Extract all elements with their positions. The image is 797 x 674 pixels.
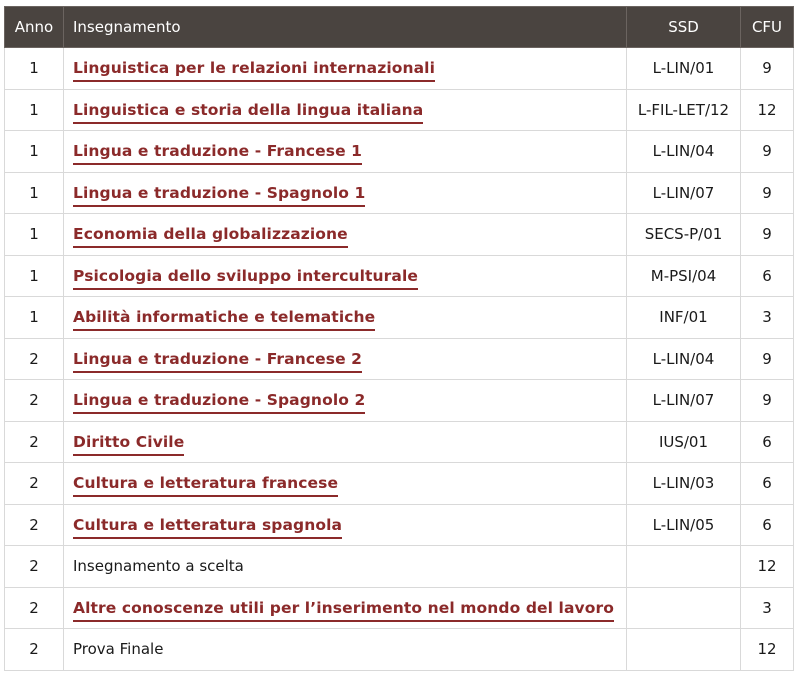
table-row <box>5 380 794 422</box>
course-name: Insegnamento a scelta <box>73 557 244 576</box>
cell-insegnamento <box>64 214 627 256</box>
cell-insegnamento <box>64 89 627 131</box>
cell-anno: 2 <box>5 546 64 588</box>
cell-ssd: L-LIN/04 <box>627 338 741 380</box>
cell-cfu: 6 <box>741 421 794 463</box>
header-row <box>5 7 794 48</box>
table-body <box>5 48 794 671</box>
cell-cfu: 3 <box>741 297 794 339</box>
cell-cfu: 6 <box>741 255 794 297</box>
table-row <box>5 546 794 588</box>
cell-ssd: L-LIN/07 <box>627 380 741 422</box>
cell-insegnamento <box>64 463 627 505</box>
cell-cfu: 3 <box>741 587 794 629</box>
cell-insegnamento <box>64 131 627 173</box>
cell-cfu: 9 <box>741 338 794 380</box>
header-cfu: CFU <box>741 7 794 48</box>
cell-insegnamento <box>64 421 627 463</box>
cell-anno: 1 <box>5 214 64 256</box>
cell-cfu: 9 <box>741 48 794 90</box>
cell-insegnamento <box>64 629 627 671</box>
header-ssd: SSD <box>627 7 741 48</box>
table-row <box>5 629 794 671</box>
cell-anno: 1 <box>5 131 64 173</box>
course-link[interactable]: Cultura e letteratura spagnola <box>73 516 342 539</box>
cell-insegnamento <box>64 504 627 546</box>
cell-insegnamento <box>64 48 627 90</box>
course-link[interactable]: Lingua e traduzione - Francese 1 <box>73 142 362 165</box>
course-link[interactable]: Diritto Civile <box>73 433 184 456</box>
cell-anno: 1 <box>5 48 64 90</box>
cell-ssd: L-LIN/07 <box>627 172 741 214</box>
cell-cfu: 9 <box>741 131 794 173</box>
cell-anno: 2 <box>5 380 64 422</box>
cell-ssd: L-LIN/01 <box>627 48 741 90</box>
cell-cfu: 12 <box>741 629 794 671</box>
cell-anno: 2 <box>5 587 64 629</box>
cell-cfu: 9 <box>741 214 794 256</box>
cell-insegnamento <box>64 255 627 297</box>
cell-ssd: IUS/01 <box>627 421 741 463</box>
table-row <box>5 297 794 339</box>
course-link[interactable]: Abilità informatiche e telematiche <box>73 308 375 331</box>
cell-anno: 1 <box>5 89 64 131</box>
cell-anno: 2 <box>5 338 64 380</box>
cell-anno: 1 <box>5 255 64 297</box>
cell-ssd: INF/01 <box>627 297 741 339</box>
cell-ssd <box>627 546 741 588</box>
table-row <box>5 338 794 380</box>
table-row <box>5 89 794 131</box>
table-row <box>5 463 794 505</box>
table-row <box>5 48 794 90</box>
cell-cfu: 6 <box>741 463 794 505</box>
cell-ssd <box>627 629 741 671</box>
table-row <box>5 421 794 463</box>
cell-ssd: SECS-P/01 <box>627 214 741 256</box>
course-link[interactable]: Lingua e traduzione - Francese 2 <box>73 350 362 373</box>
cell-ssd: M-PSI/04 <box>627 255 741 297</box>
cell-anno: 1 <box>5 297 64 339</box>
cell-insegnamento <box>64 546 627 588</box>
cell-cfu: 9 <box>741 172 794 214</box>
table-row <box>5 255 794 297</box>
table-row <box>5 172 794 214</box>
cell-cfu: 12 <box>741 546 794 588</box>
course-name: Prova Finale <box>73 640 164 659</box>
cell-insegnamento <box>64 172 627 214</box>
course-link[interactable]: Lingua e traduzione - Spagnolo 1 <box>73 184 365 207</box>
course-link[interactable]: Altre conoscenze utili per l’inserimento nel mondo del lavoro <box>73 599 614 622</box>
table-row <box>5 214 794 256</box>
cell-insegnamento <box>64 380 627 422</box>
course-link[interactable]: Lingua e traduzione - Spagnolo 2 <box>73 391 365 414</box>
table-header <box>5 7 794 48</box>
table-row <box>5 587 794 629</box>
table-row <box>5 131 794 173</box>
cell-ssd: L-LIN/04 <box>627 131 741 173</box>
cell-cfu: 6 <box>741 504 794 546</box>
course-link[interactable]: Economia della globalizzazione <box>73 225 348 248</box>
header-insegnamento: Insegnamento <box>64 7 627 48</box>
cell-anno: 1 <box>5 172 64 214</box>
cell-insegnamento <box>64 297 627 339</box>
cell-ssd <box>627 587 741 629</box>
course-link[interactable]: Linguistica e storia della lingua italiana <box>73 101 423 124</box>
course-link[interactable]: Cultura e letteratura francese <box>73 474 338 497</box>
course-link[interactable]: Psicologia dello sviluppo interculturale <box>73 267 418 290</box>
cell-cfu: 12 <box>741 89 794 131</box>
table-row <box>5 504 794 546</box>
cell-insegnamento <box>64 587 627 629</box>
cell-anno: 2 <box>5 463 64 505</box>
cell-ssd: L-FIL-LET/12 <box>627 89 741 131</box>
cell-ssd: L-LIN/03 <box>627 463 741 505</box>
cell-cfu: 9 <box>741 380 794 422</box>
header-anno: Anno <box>5 7 64 48</box>
cell-anno: 2 <box>5 504 64 546</box>
courses-table <box>4 6 794 671</box>
cell-insegnamento <box>64 338 627 380</box>
cell-anno: 2 <box>5 421 64 463</box>
course-link[interactable]: Linguistica per le relazioni internazionali <box>73 59 435 82</box>
cell-ssd: L-LIN/05 <box>627 504 741 546</box>
cell-anno: 2 <box>5 629 64 671</box>
